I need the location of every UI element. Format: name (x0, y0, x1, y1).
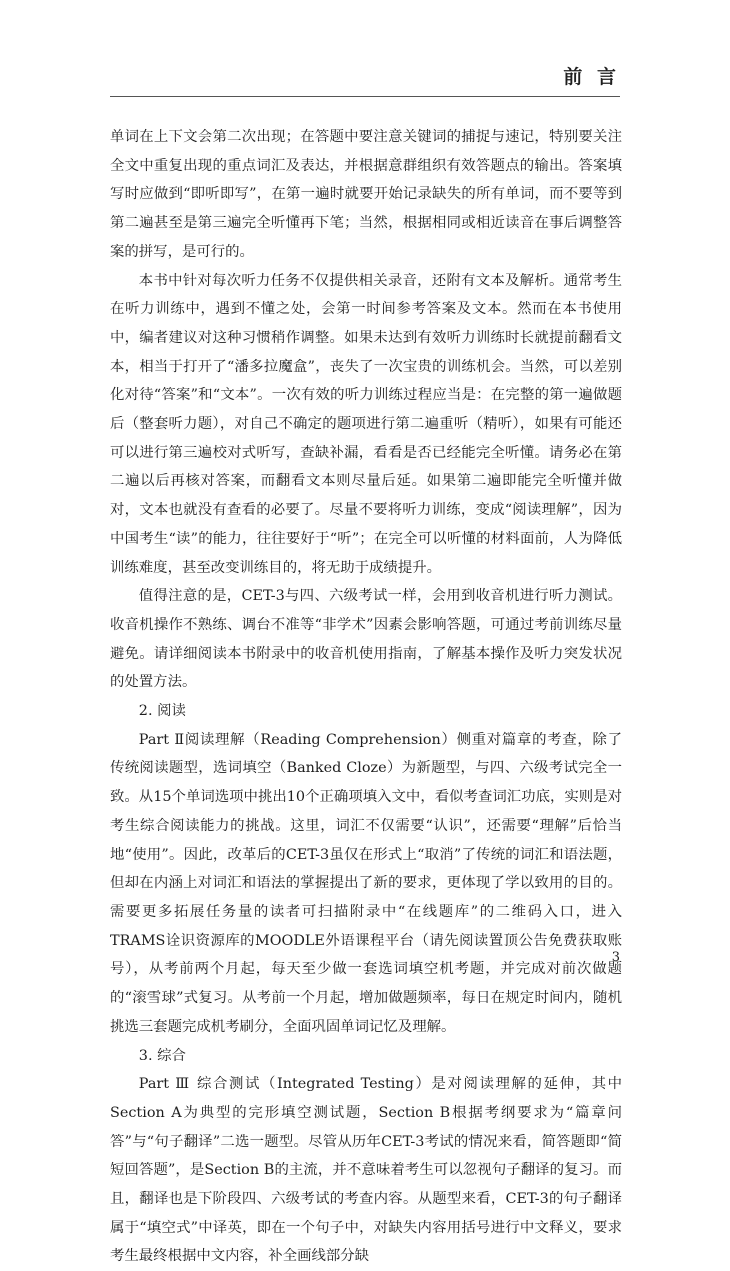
section-heading-integrated: 3. 综合 (138, 1047, 186, 1064)
paragraph-continuation: 单词在上下文会第二次出现；在答题中要注意关键词的捕捉与速记，特别要关注全文中重复出现的重点词汇及表达，并根据意群组织有效答题点的输出。答案填写时应做到“即听即写”，在第一遍时就要开始记录缺失的所有单词，而不要等到第二遍甚至是第三遍完全听懂再下笔；当然，根据相同或相近读音在事后调整答案的拼写，是可行的。 (110, 129, 622, 260)
page-number: 3 (611, 950, 620, 965)
page-title: 前 言 (563, 66, 620, 88)
paragraph-reading: Part Ⅱ阅读理解（Reading Comprehension）侧重对篇章的考查，除了传统阅读题型，选词填空（Banked Cloze）为新题型，与四、六级考试完全一致。从15个单词选项中挑出10个正确项填入文中，看似考查词汇功底，实则是对考生综合阅读能力的挑战。这里，词汇不仅需要“认识”，还需要“理解”后恰当地“使用”。因此，改革后的CET-3虽仅在形式上“取消”了传统的词汇和语法题，但却在内涵上对词汇和语法的掌握提出了新的要求，更体现了学以致用的目的。需要更多拓展任务量的读者可扫描附录中“在线题库”的二维码入口，进入TRAMS诠识资源库的MOODLE外语课程平台（请先阅读置顶公告免费获取账号），从考前两个月起，每天至少做一套选词填空机考题，并完成对前次做题的“滚雪球”式复习。从考前一个月起，增加做题频率，每日在规定时间内，随机挑选三套题完成机考刷分，全面巩固单词记忆及理解。 (110, 731, 622, 1035)
paragraph-listening-text: 本书中针对每次听力任务不仅提供相关录音，还附有文本及解析。通常考生在听力训练中，遇到不懂之处，会第一时间参考答案及文本。然而在本书使用中，编者建议对这种习惯稍作调整。如果未达到有效听力训练时长就提前翻看文本，相当于打开了“潘多拉魔盒”，丧失了一次宝贵的训练机会。当然，可以差别化对待“答案”和“文本”。一次有效的听力训练过程应当是：在完整的第一遍做题后（整套听力题），对自己不确定的题项进行第二遍重听（精听），如果有可能还可以进行第三遍校对式听写，查缺补漏，看看是否已经能完全听懂。请务必在第二遍以后再核对答案，而翻看文本则尽量后延。如果第二遍即能完全听懂并做对，文本也就没有查看的必要了。尽量不要将听力训练，变成“阅读理解”，因为中国考生“读”的能力，往往要好于“听”；在完全可以听懂的材料面前，人为降低训练难度，甚至改变训练目的，将无助于成绩提升。 (110, 272, 622, 576)
paragraph-integrated: Part Ⅲ 综合测试（Integrated Testing）是对阅读理解的延伸，其中Section A为典型的完形填空测试题，Section B根据考纲要求为“篇章问答”与“句子翻译”二选一题型。尽管从历年CET-3考试的情况来看，简答题即“简短回答题”，是Section B的主流，并不意味着考生可以忽视句子翻译的复习。而且，翻译也是下阶段四、六级考试的考查内容。从题型来看，CET-3的句子翻译属于“填空式”中译英，即在一个句子中，对缺失内容用括号进行中文释义，要求考生最终根据中文内容，补全画线部分缺 (110, 1076, 622, 1265)
paragraph-radio: 值得注意的是，CET-3与四、六级考试一样，会用到收音机进行听力测试。收音机操作不熟练、调台不准等“非学术”因素会影响答题，可通过考前训练尽量避免。请详细阅读本书附录中的收音机使用指南，了解基本操作及听力突发状况的处置方法。 (110, 588, 622, 691)
section-heading-reading: 2. 阅读 (138, 703, 186, 720)
header-divider (110, 96, 620, 97)
body-text (110, 123, 622, 1271)
